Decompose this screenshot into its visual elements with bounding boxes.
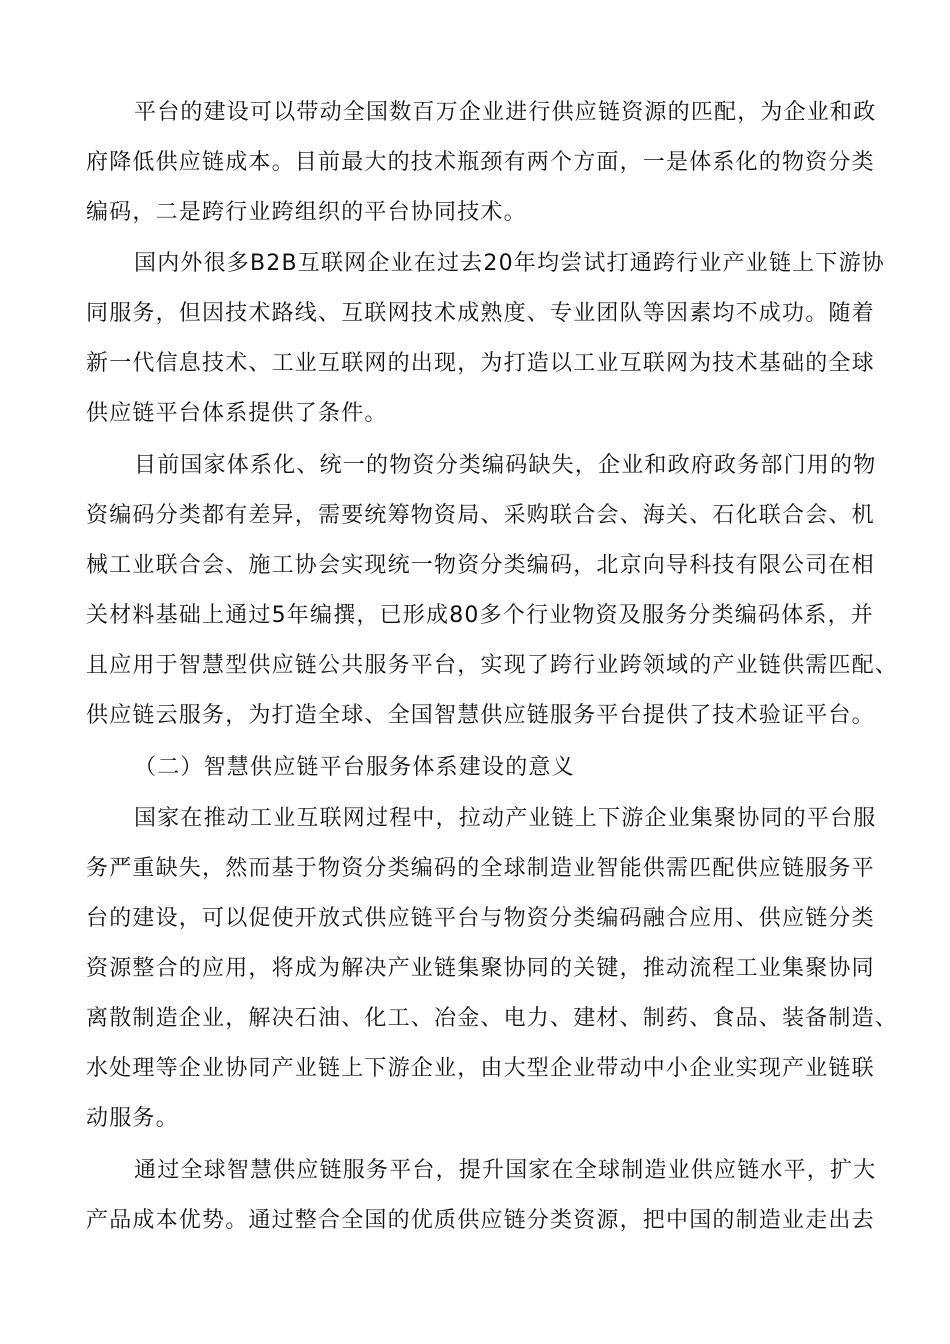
paragraph-3-line-5: 且应用于智慧型供应链公共服务平台，实现了跨行业跨领域的产业链供需匹配、 bbox=[86, 653, 899, 678]
section-heading: （二）智慧供应链平台服务体系建设的意义 bbox=[134, 755, 575, 780]
paragraph-3-line-1: 目前国家体系化、统一的物资分类编码缺失，企业和政府政务部门用的物 bbox=[134, 453, 877, 478]
paragraph-3-line-4: 关材料基础上通过5年编撰，已形成80多个行业物资及服务分类编码体系，并 bbox=[86, 603, 874, 628]
paragraph-4-line-4: 资源整合的应用，将成为解决产业链集聚协同的关键，推动流程工业集聚协同 bbox=[86, 956, 875, 981]
paragraph-1-line-2: 府降低供应链成本。目前最大的技术瓶颈有两个方面，一是体系化的物资分类 bbox=[86, 150, 875, 175]
paragraph-4-line-2: 务严重缺失，然而基于物资分类编码的全球制造业智能供需匹配供应链服务平 bbox=[86, 856, 875, 881]
paragraph-5-line-1: 通过全球智慧供应链服务平台，提升国家在全球制造业供应链水平，扩大 bbox=[134, 1158, 877, 1183]
paragraph-2-line-2: 同服务，但因技术路线、互联网技术成熟度、专业团队等因素均不成功。随着 bbox=[86, 301, 875, 326]
paragraph-4-line-5: 离散制造企业，解决石油、化工、冶金、电力、建材、制药、食品、装备制造、 bbox=[86, 1006, 899, 1031]
paragraph-1-line-3: 编码，二是跨行业跨组织的平台协同技术。 bbox=[86, 200, 527, 225]
paragraph-3-line-2: 资编码分类都有差异，需要统筹物资局、采购联合会、海关、石化联合会、机 bbox=[86, 503, 875, 528]
paragraph-2-line-4: 供应链平台体系提供了条件。 bbox=[86, 401, 388, 426]
paragraph-4-line-6: 水处理等企业协同产业链上下游企业，由大型企业带动中小企业实现产业链联 bbox=[86, 1056, 875, 1081]
paragraph-5-line-2: 产品成本优势。通过整合全国的优质供应链分类资源，把中国的制造业走出去 bbox=[86, 1208, 875, 1233]
paragraph-3-line-3: 械工业联合会、施工协会实现统一物资分类编码，北京向导科技有限公司在相 bbox=[86, 553, 875, 578]
paragraph-4-line-1: 国家在推动工业互联网过程中，拉动产业链上下游企业集聚协同的平台服 bbox=[134, 806, 877, 831]
paragraph-2-line-1: 国内外很多B2B互联网企业在过去20年均尝试打通跨行业产业链上下游协 bbox=[134, 251, 885, 276]
paragraph-4-line-7: 动服务。 bbox=[86, 1106, 179, 1131]
paragraph-1-line-1: 平台的建设可以带动全国数百万企业进行供应链资源的匹配，为企业和政 bbox=[134, 100, 877, 125]
paragraph-3-line-6: 供应链云服务，为打造全球、全国智慧供应链服务平台提供了技术验证平台。 bbox=[86, 703, 875, 728]
paragraph-4-line-3: 台的建设，可以促使开放式供应链平台与物资分类编码融合应用、供应链分类 bbox=[86, 906, 875, 931]
paragraph-2-line-3: 新一代信息技术、工业互联网的出现，为打造以工业互联网为技术基础的全球 bbox=[86, 351, 875, 376]
